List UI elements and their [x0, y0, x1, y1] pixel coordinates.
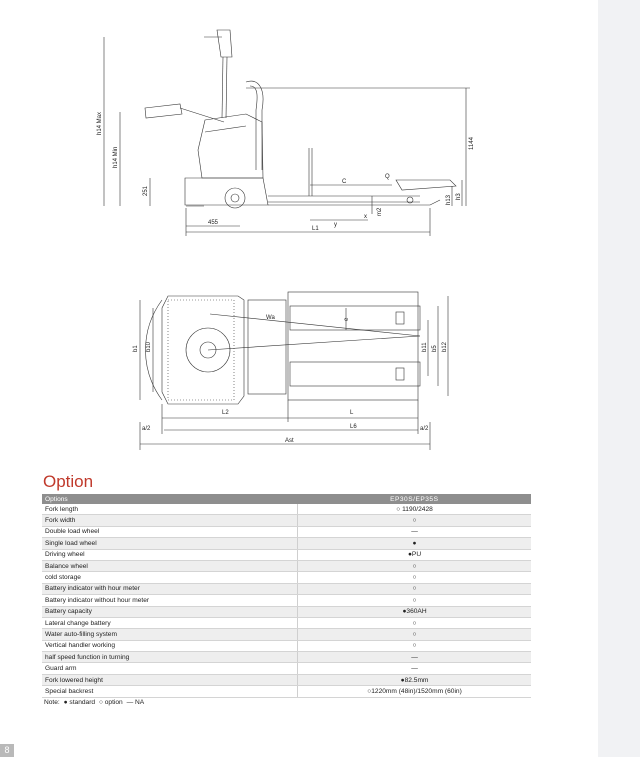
options-table	[42, 494, 531, 698]
table-row	[42, 606, 531, 617]
legend-note	[44, 699, 146, 706]
table-row	[42, 617, 531, 628]
row-label: Battery capacity	[42, 606, 298, 617]
label-x: x	[364, 214, 367, 220]
row-value: —	[298, 663, 531, 674]
row-label: Battery indicator with hour meter	[42, 583, 298, 594]
row-value: ○	[298, 560, 531, 571]
row-label: Lateral change battery	[42, 617, 298, 628]
row-label: Guard arm	[42, 663, 298, 674]
row-value: ●	[298, 538, 531, 549]
label-h14-min: h14 Min	[113, 146, 119, 168]
label-a2-right: a/2	[420, 426, 429, 432]
row-label: Single load wheel	[42, 538, 298, 549]
label-251: 251	[143, 185, 149, 196]
table-row	[42, 515, 531, 526]
label-c: C	[342, 179, 347, 185]
label-wa: Wa	[266, 315, 275, 321]
row-label: Double load wheel	[42, 526, 298, 537]
table-row	[42, 652, 531, 663]
table-row	[42, 549, 531, 560]
row-label: Fork lowered height	[42, 674, 298, 685]
row-value: ○	[298, 583, 531, 594]
row-value: ●360AH	[298, 606, 531, 617]
table-header-row	[42, 494, 531, 504]
label-b1: b1	[133, 345, 139, 352]
side-view-drawing	[104, 30, 470, 236]
row-value: —	[298, 526, 531, 537]
note-option: ○ option	[98, 699, 123, 706]
row-value: ○	[298, 640, 531, 651]
label-455: 455	[208, 220, 219, 226]
label-h13: h13	[446, 194, 452, 205]
label-b11: b11	[422, 342, 428, 352]
header-options: Options	[42, 494, 298, 504]
table-row	[42, 629, 531, 640]
header-model: EP30S/EP35S	[298, 494, 531, 504]
note-na: — NA	[126, 699, 145, 706]
row-label: cold storage	[42, 572, 298, 583]
label-y: y	[334, 222, 337, 228]
row-label: Special backrest	[42, 686, 298, 697]
row-value: ○	[298, 515, 531, 526]
row-value: ●82.5mm	[298, 674, 531, 685]
label-h14-max: h14 Max	[97, 111, 103, 135]
row-value: ○	[298, 595, 531, 606]
row-value: ○1220mm (48in)/1520mm (60in)	[298, 686, 531, 697]
table-row	[42, 640, 531, 651]
table-row	[42, 560, 531, 571]
row-value: ○	[298, 629, 531, 640]
row-label: Fork length	[42, 504, 298, 515]
table-body	[42, 504, 531, 697]
label-q: Q	[385, 174, 390, 180]
label-m2: m2	[377, 207, 383, 216]
row-label: Vertical handler working	[42, 640, 298, 651]
row-value: ●PU	[298, 549, 531, 560]
label-h3: h3	[456, 193, 462, 200]
label-l6: L6	[350, 424, 357, 430]
table-row	[42, 526, 531, 537]
row-label: Balance wheel	[42, 560, 298, 571]
table-row	[42, 686, 531, 697]
table-row	[42, 663, 531, 674]
right-margin-band	[598, 0, 640, 757]
row-label: half speed function in turning	[42, 652, 298, 663]
table-row	[42, 674, 531, 685]
side-view-labels	[97, 112, 475, 232]
row-value: ○ 1190/2428	[298, 504, 531, 515]
table-row	[42, 572, 531, 583]
label-b10: b10	[146, 341, 152, 352]
row-label: Battery indicator without hour meter	[42, 595, 298, 606]
table-row	[42, 504, 531, 515]
row-label: Driving wheel	[42, 549, 298, 560]
row-value: —	[298, 652, 531, 663]
label-a2-left: a/2	[142, 426, 151, 432]
top-view-drawing	[140, 292, 448, 450]
label-1144: 1144	[469, 137, 475, 150]
table-row	[42, 583, 531, 594]
label-ast: Ast	[285, 438, 294, 444]
row-label: Fork width	[42, 515, 298, 526]
label-b12: b12	[442, 341, 448, 352]
label-l1: L1	[312, 226, 319, 232]
label-e: e	[344, 317, 350, 321]
option-title: Option	[43, 472, 94, 491]
label-l: L	[350, 410, 354, 416]
table-row	[42, 595, 531, 606]
top-view-labels	[133, 315, 448, 444]
row-label: Water auto-filling system	[42, 629, 298, 640]
table-row	[42, 538, 531, 549]
label-b5: b5	[432, 345, 438, 352]
note-standard: ● standard	[63, 699, 96, 706]
row-value: ○	[298, 572, 531, 583]
label-l2: L2	[222, 410, 229, 416]
note-prefix: Note:	[44, 699, 60, 706]
page-number-tab: 8	[0, 744, 14, 757]
row-value: ○	[298, 617, 531, 628]
